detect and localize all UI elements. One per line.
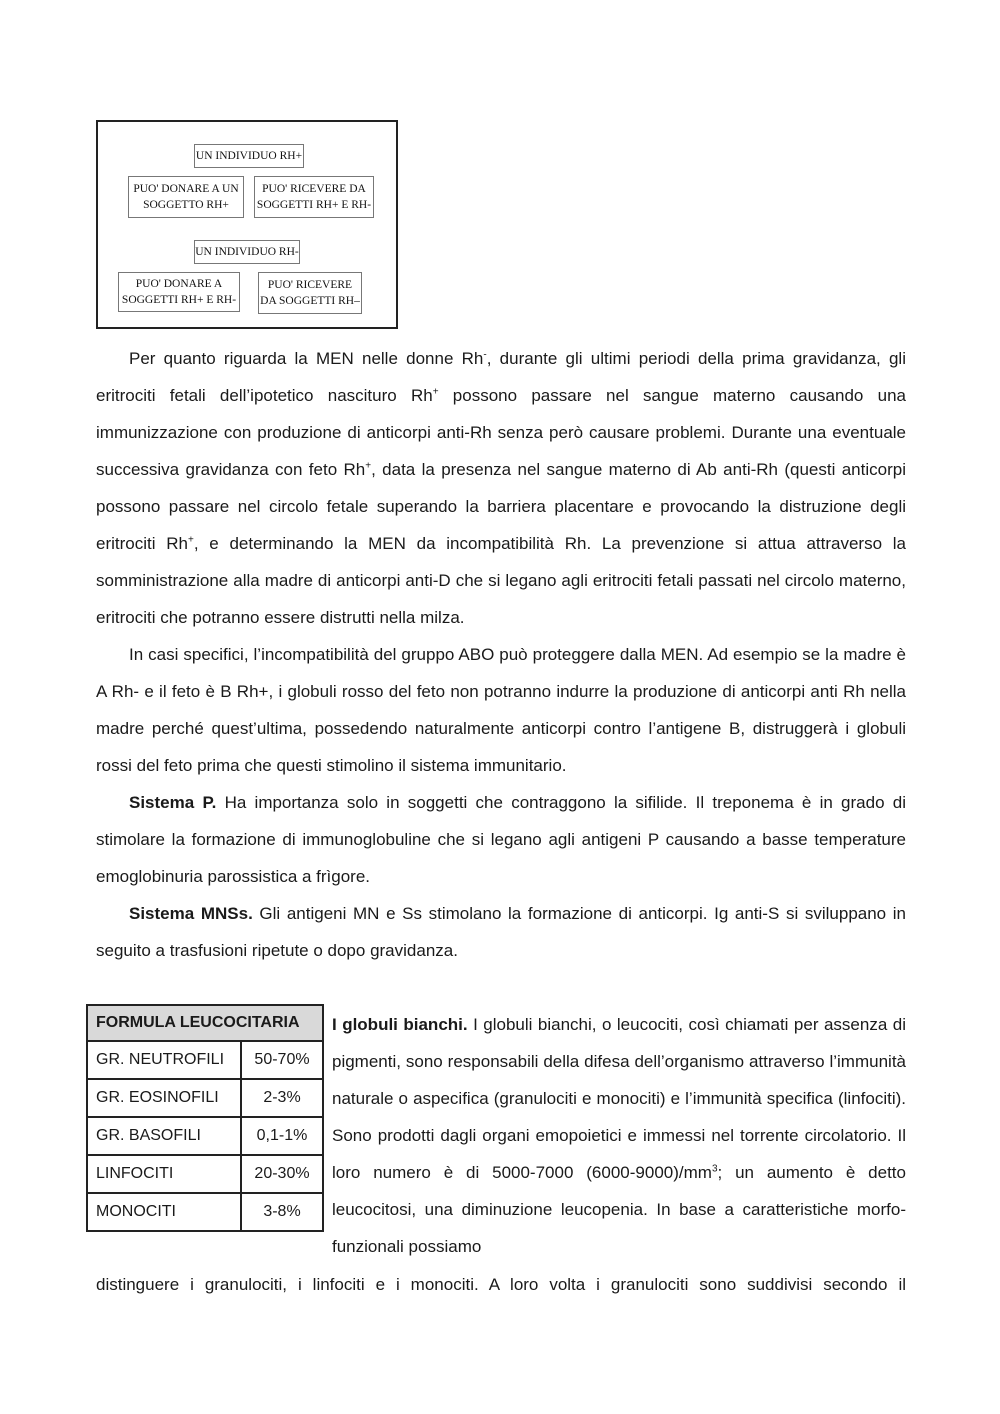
sistema-p-heading: Sistema P. — [129, 793, 217, 812]
paragraph-sistema-mnss: Sistema MNSs. Gli antigeni MN e Ss stimolano la formazione di anticorpi. Ig anti-S si sviluppano in seguito a trasfusioni ripetute o dopo gravidanza. — [96, 904, 906, 960]
rh-negative-receive-line2: DA SOGGETTI RH– — [260, 295, 360, 307]
table-cell-value: 20-30% — [241, 1155, 323, 1193]
table-header: FORMULA LEUCOCITARIA — [87, 1005, 323, 1041]
table-row — [87, 1117, 323, 1155]
table-cell-name: GR. EOSINOFILI — [87, 1079, 241, 1117]
leucocyte-formula-table — [86, 1004, 324, 1232]
rh-compatibility-diagram — [96, 120, 398, 329]
rh-positive-receive-line2: SOGGETTI RH+ E RH- — [256, 199, 372, 211]
table-cell-value: 2-3% — [241, 1079, 323, 1117]
rh-negative-title: UN INDIVIDUO RH- — [195, 246, 299, 258]
rh-negative-receive-box — [258, 272, 362, 314]
paragraph-abo: In casi specifici, l’incompatibilità del gruppo ABO può proteggere dalla MEN. Ad esempio se la madre è A Rh- e il feto è B Rh+, i globuli rosso del feto non potranno indurre la produzione di anticorpi anti Rh nella madre perché quest’ultima, possedendo naturalmente anticorpi contro l’antigene B, distruggerà i globuli rossi del feto prima che questi stimolino il sistema immunitario. — [96, 645, 906, 775]
table-cell-value: 0,1-1% — [241, 1117, 323, 1155]
rh-negative-donate-box — [118, 272, 240, 312]
table-cell-value: 3-8% — [241, 1193, 323, 1231]
table-cell-value: 50-70% — [241, 1041, 323, 1079]
rh-positive-donate-line2: SOGGETTO RH+ — [143, 199, 229, 211]
rh-negative-donate-line1: PUO' DONARE A — [135, 278, 223, 290]
rh-negative-donate-line2: SOGGETTI RH+ E RH- — [121, 294, 237, 306]
table-cell-name: GR. NEUTROFILI — [87, 1041, 241, 1079]
globuli-bianchi-continuation: distinguere i granulociti, i linfociti e i monociti. A loro volta i granulociti sono suddivisi secondo il — [96, 1275, 906, 1294]
table-row — [87, 1193, 323, 1231]
table-cell-name: LINFOCITI — [87, 1155, 241, 1193]
rh-negative-receive-line1: PUO' RICEVERE — [267, 279, 353, 291]
paragraph-sistema-p: Sistema P. Ha importanza solo in soggetti che contraggono la sifilide. Il treponema è in grado di stimolare la formazione di immunoglobuline che si legano agli antigeni P causando a basse temperature emoglobinuria parossistica a frìgore. — [96, 793, 907, 886]
rh-positive-donate-box — [128, 176, 244, 218]
rh-negative-title-box — [194, 240, 300, 264]
table-header-row — [87, 1005, 323, 1041]
table-row — [87, 1079, 323, 1117]
body-text — [96, 340, 906, 969]
rh-positive-donate-line1: PUO' DONARE A UN — [133, 183, 239, 195]
globuli-bianchi-paragraph: I globuli bianchi. I globuli bianchi, o leucociti, così chiamati per assenza di pigmenti, sono responsabili della difesa dell’organismo attraverso l’immunità naturale o aspecifica (granulociti e monociti) e l’immunità specifica (linfociti). Sono prodotti dagli organi emopoietici e immessi nel torrente circolatorio. Il loro numero è di 5000-7000 $(6000-9000)/mm^3$; un aumento è detto leucocitosi, una diminuzione leucopenia. In base a caratteristiche morfo-funzionali possiamo — [332, 1015, 906, 1256]
rh-positive-receive-line1: PUO' RICEVERE DA — [262, 183, 366, 195]
rh-positive-title: UN INDIVIDUO RH+ — [195, 150, 303, 162]
table-cell-name: GR. BASOFILI — [87, 1117, 241, 1155]
table-cell-name: MONOCITI — [87, 1193, 241, 1231]
table-row — [87, 1041, 323, 1079]
sistema-mnss-heading: Sistema MNSs. — [129, 904, 253, 923]
table-row — [87, 1155, 323, 1193]
rh-positive-receive-box — [254, 176, 374, 218]
paragraph-men-rh: Per quanto riguarda la MEN nelle donne Rh-, durante gli ultimi periodi della prima gravidanza, gli eritrociti fetali dell’ipotetico nascituro Rh+ possono passare nel sangue materno causando una immunizzazione con produzione di anticorpi anti-Rh senza però causare problemi. Durante una eventuale successiva gravidanza con feto Rh+, data la presenza nel sangue materno di Ab anti-Rh (questi anticorpi possono passare nel circolo fetale superando la barriera placentare e provocando la distruzione degli eritrociti Rh+, e determinando la MEN da incompatibilità Rh. La prevenzione si attua attraverso la somministrazione alla madre di anticorpi anti-D che si legano agli eritrociti fetali passati nel circolo materno, eritrociti che potranno essere distrutti nella milza. — [96, 349, 906, 627]
globuli-bianchi-heading: I globuli bianchi. — [332, 1015, 468, 1034]
rh-positive-title-box — [194, 144, 304, 168]
